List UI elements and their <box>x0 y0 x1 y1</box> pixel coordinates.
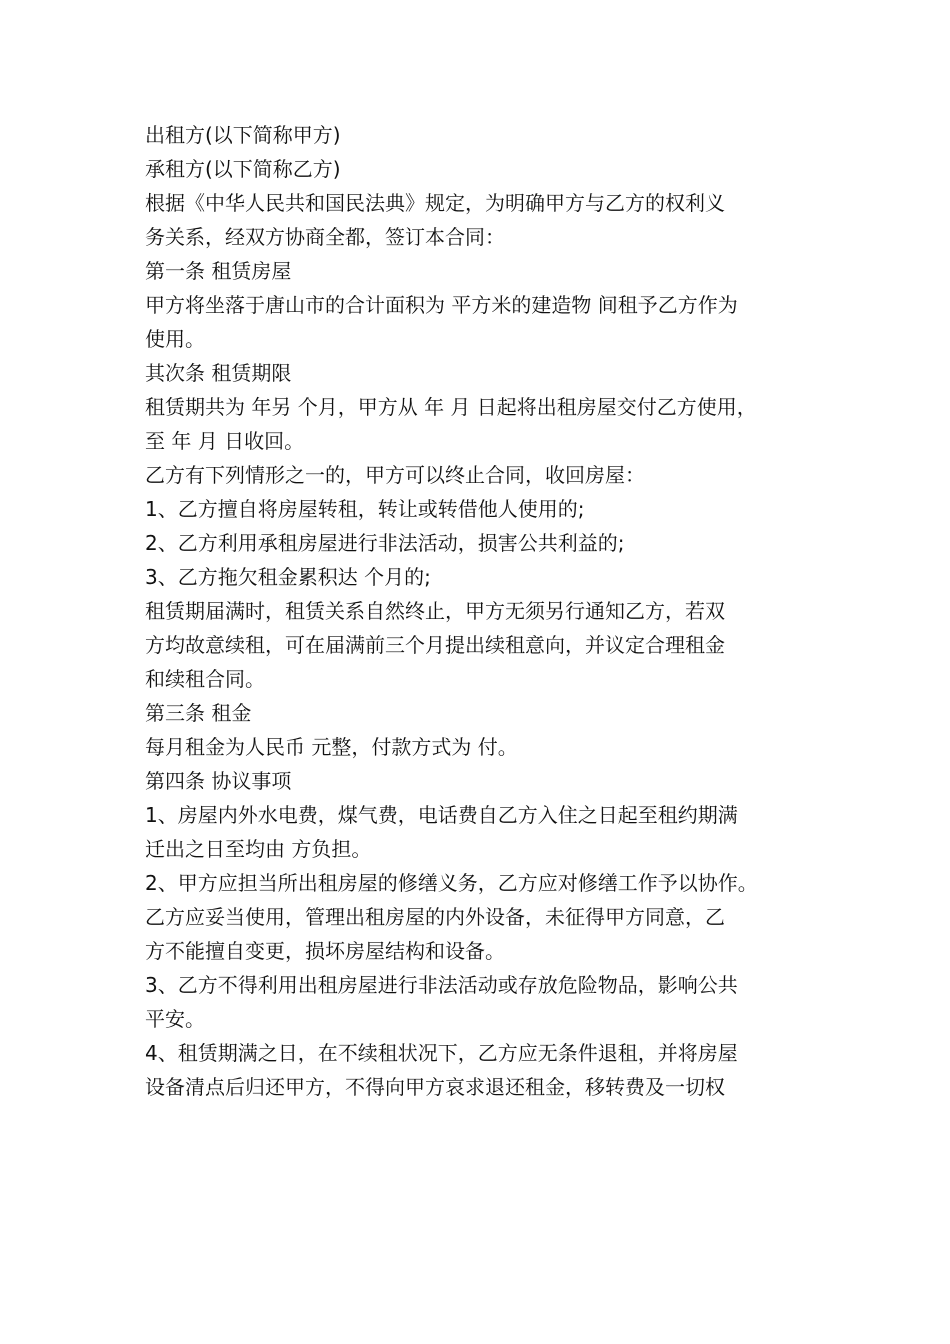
list-item: 4、租赁期满之日，在不续租状况下，乙方应无条件退租，并将房屋 <box>145 1041 738 1065</box>
text-line: 乙方有下列情形之一的，甲方可以终止合同，收回房屋： <box>145 463 645 487</box>
text-line: 使用。 <box>145 327 205 351</box>
list-item: 3、乙方不得利用出租房屋进行非法活动或存放危险物品，影响公共 <box>145 973 738 997</box>
section-heading: 第三条 租金 <box>145 701 252 725</box>
text-line: 务关系，经双方协商全都，签订本合同： <box>145 225 505 249</box>
text-line: 每月租金为人民币 元整，付款方式为 付。 <box>145 735 518 759</box>
text-line: 承租方(以下简称乙方) <box>145 157 341 181</box>
section-heading: 第一条 租赁房屋 <box>145 259 292 283</box>
list-item: 2、乙方利用承租房屋进行非法活动，损害公共利益的; <box>145 531 625 555</box>
text-line: 方不能擅自变更，损坏房屋结构和设备。 <box>145 939 505 963</box>
section-heading: 第四条 协议事项 <box>145 769 292 793</box>
section-heading: 其次条 租赁期限 <box>145 361 292 385</box>
text-line: 和续租合同。 <box>145 667 265 691</box>
list-item: 3、乙方拖欠租金累积达 个月的; <box>145 565 431 589</box>
list-item: 1、乙方擅自将房屋转租，转让或转借他人使用的; <box>145 497 585 521</box>
document-body <box>145 118 825 1104</box>
text-line: 方均故意续租，可在届满前三个月提出续租意向，并议定合理租金 <box>145 633 725 657</box>
text-line: 设备清点后归还甲方，不得向甲方哀求退还租金，移转费及一切权 <box>145 1075 725 1099</box>
text-line: 甲方将坐落于唐山市的合计面积为 平方米的建造物 间租予乙方作为 <box>145 293 738 317</box>
text-line: 乙方应妥当使用，管理出租房屋的内外设备，未征得甲方同意，乙 <box>145 905 725 929</box>
list-item: 1、房屋内外水电费，煤气费，电话费自乙方入住之日起至租约期满 <box>145 803 738 827</box>
text-line: 平安。 <box>145 1007 205 1031</box>
text-line: 至 年 月 日收回。 <box>145 429 305 453</box>
text-line: 根据《中华人民共和国民法典》规定，为明确甲方与乙方的权利义 <box>145 191 725 215</box>
text-line: 出租方(以下简称甲方) <box>145 123 341 147</box>
text-line: 租赁期共为 年另 个月，甲方从 年 月 日起将出租房屋交付乙方使用， <box>145 395 757 419</box>
text-line: 租赁期届满时，租赁关系自然终止，甲方无须另行通知乙方，若双 <box>145 599 725 623</box>
list-item: 2、甲方应担当所出租房屋的修缮义务，乙方应对修缮工作予以协作。 <box>145 871 758 895</box>
text-line: 迁出之日至均由 方负担。 <box>145 837 372 861</box>
